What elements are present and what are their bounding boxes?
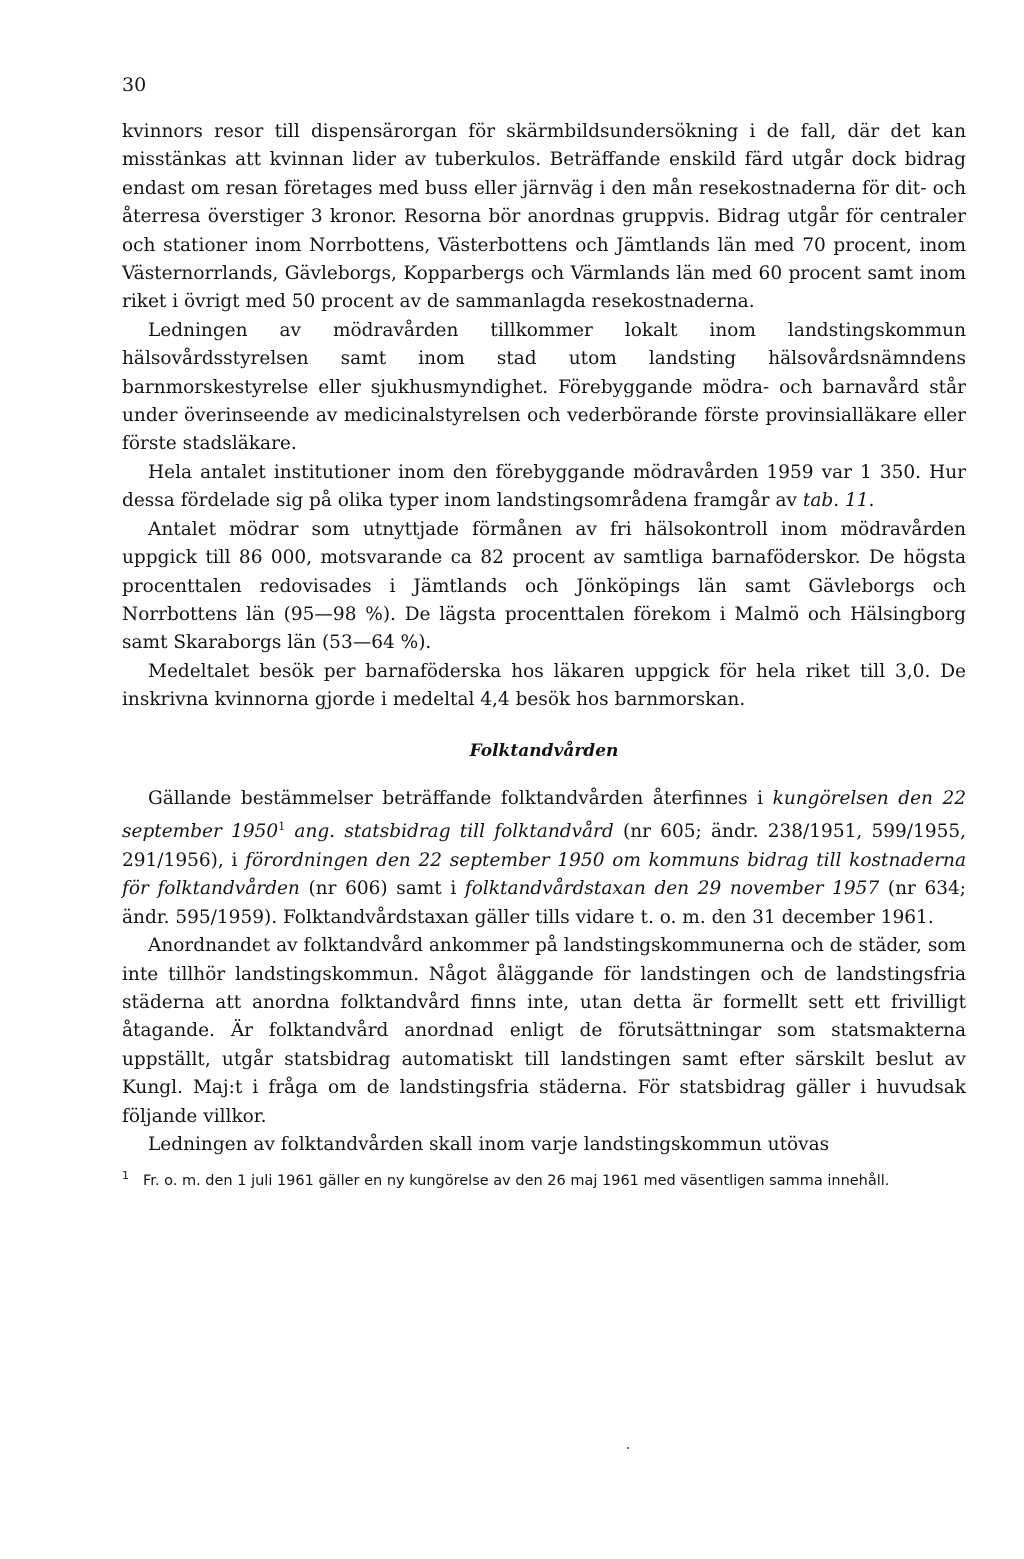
section-heading: Folktandvården [469, 740, 619, 761]
paragraph: kvinnors resor till dispensärorgan för skärmbildsundersökning i de fall, där det kan misstänkas att kvinnan lider av tuberkulos. Beträffande enskild färd utgår dock bidrag endast om resan företages med buss eller järnväg i den mån resekostnaderna för dit- och återresa överstiger 3 kronor. Resorna bör anordnas gruppvis. Bidrag utgår för centraler och stationer inom Norrbottens, Västerbottens och Jämtlands län med 70 procent, inom Västernorrlands, Gävleborgs, Kopparbergs och Värmlands län med 60 procent samt inom riket i övrigt med 50 procent av de sammanlagda resekostnaderna. [122, 121, 966, 313]
law-reference: folktandvårdstaxan den 29 november 1957 [464, 878, 880, 900]
speck [627, 1447, 629, 1449]
law-reference: förordningen den 22 september 1950 om kommuns bidrag till kostnaderna för folktandvården [122, 849, 966, 900]
paragraph: Medeltalet besök per barnaföderska hos läkaren uppgick för hela riket till 3,0. De inskrivna kvinnorna gjorde i medeltal 4,4 besök hos barnmorskan. [122, 660, 966, 711]
body-text [122, 118, 966, 1190]
paragraph-text: (nr 634; ändr. 595/1959). Folktandvårdstaxan gäller tills vidare t. o. m. den 31 december 1961. [122, 878, 966, 928]
paragraph-text: (nr 606) samt i [299, 878, 465, 900]
paragraph-text: Gällande bestämmelser beträffande folktandvården återfinnes i [148, 787, 773, 809]
footnote-text: Fr. o. m. den 1 juli 1961 gäller en ny kungörelse av den 26 maj 1961 med väsentligen samma innehåll. [143, 1173, 890, 1190]
table-reference: tab. 11. [802, 490, 875, 512]
paragraph: Anordnandet av folktandvård ankommer på landstingskommunerna och de städer, som inte tillhör landstingskommun. Något åläggande för landstingen och de landstingsfria städerna att anordna folktandvård finns inte, utan detta är formellt sett ett frivilligt åtagande. Är folktandvård anordnad enligt de förutsättningar som statsmakterna uppställt, utgår statsbidrag automatiskt till landstingen samt efter särskilt beslut av Kungl. Maj:t i fråga om de landstingsfria städerna. För statsbidrag gäller i huvudsak följande villkor. [122, 935, 966, 1127]
law-reference: ang. statsbidrag till folktandvård [285, 821, 614, 843]
law-reference: kungörelsen den 22 september 1950 [122, 787, 966, 843]
footnote-mark: 1 [122, 1169, 129, 1183]
paragraph: Ledningen av folktandvården skall inom varje landstingskommun utövas [148, 1133, 830, 1155]
paragraph-text: Hela antalet institutioner inom den förebyggande mödravården 1959 var 1 350. Hur dessa fördelade sig på olika typer inom landstingsområdena framgår av [122, 461, 966, 512]
paragraph [122, 785, 966, 932]
footnote [122, 1167, 966, 1190]
paragraph-text: (nr 605; ändr. 238/1951, 599/1955, 291/1956), i [122, 821, 967, 871]
footnote-reference: 1 [278, 820, 286, 834]
page-number: 30 [122, 74, 147, 96]
paragraph: Antalet mödrar som utnyttjade förmånen av fri hälsokontroll inom mödravården uppgick till 86 000, motsvarande ca 82 procent av samtliga barnaföderskor. De högsta procenttalen redovisades i Jämtlands och Jönköpings län samt Gävleborgs och Norrbottens län (95—98 %). De lägsta procenttalen förekom i Malmö och Hälsingborg samt Skaraborgs län (53—64 %). [122, 518, 966, 654]
paragraph [122, 459, 966, 516]
paragraph: Ledningen av mödravården tillkommer lokalt inom landstingskommun hälsovårdsstyrelsen samt inom stad utom landsting hälsovårdsnämndens barnmorskestyrelse eller sjukhusmyndighet. Förebyggande mödra- och barnavård står under överinseende av medicinalstyrelsen och vederbörande förste provinsialläkare eller förste stadsläkare. [122, 319, 966, 455]
